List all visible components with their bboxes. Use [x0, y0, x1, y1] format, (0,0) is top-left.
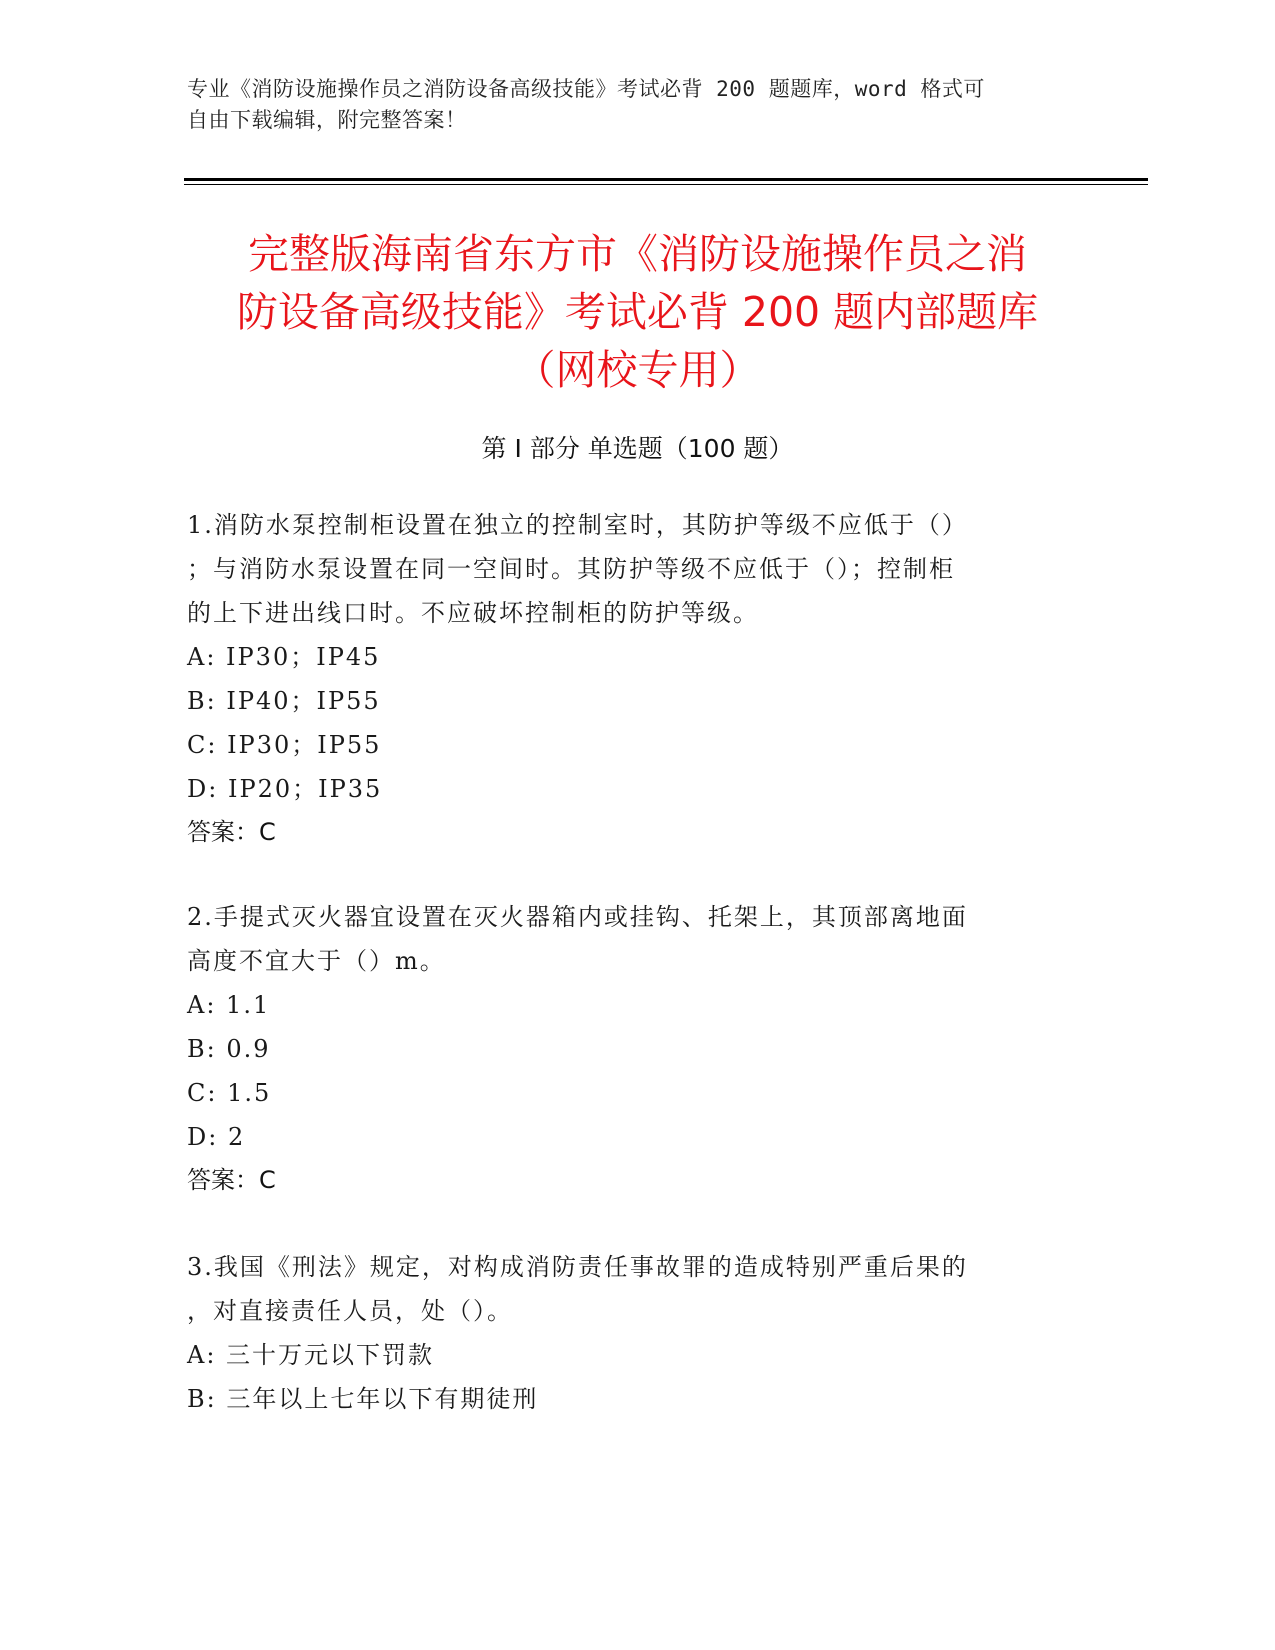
question-1-option-a: A: IP30；IP45 — [187, 643, 381, 671]
header-divider-thin — [184, 184, 1148, 185]
question-2-stem-line-2: 高度不宜大于（）m。 — [187, 947, 446, 975]
question-2-option-c: C: 1.5 — [187, 1079, 272, 1107]
question-3-stem-line-1: 3.我国《刑法》规定，对构成消防责任事故罪的造成特别严重后果的 — [187, 1253, 968, 1281]
question-3-option-b: B: 三年以上七年以下有期徒刑 — [187, 1385, 539, 1413]
question-2-answer: 答案：C — [187, 1166, 276, 1194]
question-3-option-a: A: 三十万元以下罚款 — [187, 1341, 435, 1369]
document-title — [160, 225, 1115, 399]
header-note — [187, 74, 1067, 136]
header-note-line-1: 专业《消防设施操作员之消防设备高级技能》考试必背 200 题题库，word 格式可 — [187, 77, 985, 101]
document-title-line-3: （网校专用） — [514, 346, 761, 394]
question-1-stem-line-2: ；与消防水泵设置在同一空间时。其防护等级不应低于（）；控制柜 — [187, 555, 955, 583]
question-2-option-b: B: 0.9 — [187, 1035, 271, 1063]
document-title-line-2: 防设备高级技能》考试必背 200 题内部题库 — [236, 288, 1039, 336]
question-1-stem-line-3: 的上下进出线口时。不应破坏控制柜的防护等级。 — [187, 599, 759, 627]
question-2-option-a: A: 1.1 — [187, 991, 271, 1019]
header-note-line-2: 自由下载编辑，附完整答案！ — [187, 108, 467, 132]
question-1-stem-line-1: 1.消防水泵控制柜设置在独立的控制室时，其防护等级不应低于（） — [187, 511, 968, 539]
question-2-stem-line-1: 2.手提式灭火器宜设置在灭火器箱内或挂钩、托架上，其顶部离地面 — [187, 903, 968, 931]
question-1-answer: 答案：C — [187, 818, 276, 846]
question-1-option-c: C: IP30；IP55 — [187, 731, 382, 759]
question-3-stem-line-2: ，对直接责任人员，处（）。 — [187, 1297, 513, 1325]
header-divider-thick — [184, 178, 1148, 181]
question-1-option-d: D: IP20；IP35 — [187, 775, 383, 803]
question-2-option-d: D: 2 — [187, 1123, 246, 1151]
document-title-line-1: 完整版海南省东方市《消防设施操作员之消 — [248, 230, 1027, 278]
question-1-option-b: B: IP40；IP55 — [187, 687, 381, 715]
section-heading: 第 I 部分 单选题（100 题） — [481, 434, 794, 463]
